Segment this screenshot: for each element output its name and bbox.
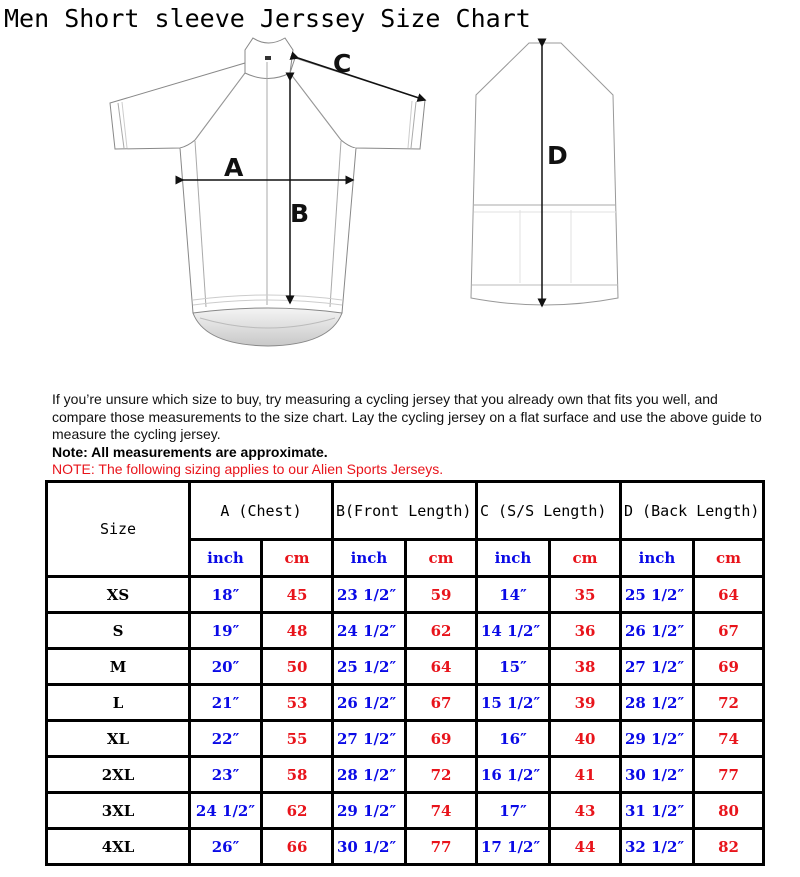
value-cell-a-cm: 48 (262, 613, 333, 649)
value-cell-b-cm: 62 (406, 613, 477, 649)
table-row (47, 757, 764, 793)
value-cell-c-in: 17 1/2″ (477, 829, 550, 865)
table-row (47, 793, 764, 829)
value-cell-c-cm: 35 (550, 577, 621, 613)
value-cell-d-cm: 77 (694, 757, 764, 793)
value-cell-d-cm: 74 (694, 721, 764, 757)
value-cell-c-cm: 44 (550, 829, 621, 865)
table-row (47, 649, 764, 685)
value-cell-b-in: 25 1/2″ (333, 649, 406, 685)
value-cell-a-in: 18″ (190, 577, 262, 613)
value-cell-d-cm: 67 (694, 613, 764, 649)
size-cell: L (47, 685, 190, 721)
value-cell-c-in: 16 1/2″ (477, 757, 550, 793)
value-cell-b-cm: 64 (406, 649, 477, 685)
back-jersey (471, 43, 618, 305)
description (52, 391, 772, 479)
value-cell-a-cm: 58 (262, 757, 333, 793)
value-cell-c-cm: 43 (550, 793, 621, 829)
value-cell-b-in: 30 1/2″ (333, 829, 406, 865)
value-cell-b-cm: 77 (406, 829, 477, 865)
value-cell-d-in: 29 1/2″ (621, 721, 694, 757)
value-cell-d-cm: 72 (694, 685, 764, 721)
value-cell-a-in: 23″ (190, 757, 262, 793)
value-cell-d-in: 30 1/2″ (621, 757, 694, 793)
value-cell-b-in: 24 1/2″ (333, 613, 406, 649)
table-row (47, 577, 764, 613)
value-cell-d-cm: 80 (694, 793, 764, 829)
value-cell-a-cm: 66 (262, 829, 333, 865)
value-cell-c-in: 17″ (477, 793, 550, 829)
value-cell-a-cm: 62 (262, 793, 333, 829)
unit-cm: cm (550, 540, 621, 577)
size-header: Size (47, 482, 190, 577)
size-cell: 4XL (47, 829, 190, 865)
unit-inch: inch (190, 540, 262, 577)
value-cell-b-in: 26 1/2″ (333, 685, 406, 721)
guide-paragraph: If you’re unsure which size to buy, try measuring a cycling jersey that you already own that fits you well, and compare those measurements to the size chart. Lay the cycling jersey on a flat surface and use the above guide to measure the cycling jersey. (52, 391, 762, 442)
value-cell-a-in: 19″ (190, 613, 262, 649)
value-cell-b-cm: 69 (406, 721, 477, 757)
value-cell-d-cm: 69 (694, 649, 764, 685)
value-cell-c-in: 15″ (477, 649, 550, 685)
label-a: A (224, 153, 244, 182)
value-cell-b-cm: 67 (406, 685, 477, 721)
value-cell-d-in: 32 1/2″ (621, 829, 694, 865)
unit-cm: cm (406, 540, 477, 577)
value-cell-c-cm: 38 (550, 649, 621, 685)
value-cell-a-cm: 55 (262, 721, 333, 757)
value-cell-a-in: 22″ (190, 721, 262, 757)
jersey-diagram (0, 0, 800, 360)
value-cell-c-cm: 39 (550, 685, 621, 721)
size-cell: 2XL (47, 757, 190, 793)
header-row (47, 482, 764, 540)
value-cell-b-cm: 59 (406, 577, 477, 613)
sizing-note: NOTE: The following sizing applies to our Alien Sports Jerseys. (52, 461, 444, 477)
value-cell-b-in: 29 1/2″ (333, 793, 406, 829)
unit-cm: cm (694, 540, 764, 577)
value-cell-d-cm: 82 (694, 829, 764, 865)
label-c: C (333, 49, 352, 78)
unit-inch: inch (477, 540, 550, 577)
value-cell-b-in: 28 1/2″ (333, 757, 406, 793)
value-cell-d-in: 31 1/2″ (621, 793, 694, 829)
approximate-note: Note: All measurements are approximate. (52, 443, 328, 460)
value-cell-b-cm: 74 (406, 793, 477, 829)
table-row (47, 829, 764, 865)
value-cell-a-in: 24 1/2″ (190, 793, 262, 829)
unit-inch: inch (621, 540, 694, 577)
group-header-front-length: B(Front Length) (333, 482, 477, 540)
size-cell: XS (47, 577, 190, 613)
table-row (47, 721, 764, 757)
size-cell: S (47, 613, 190, 649)
value-cell-d-in: 28 1/2″ (621, 685, 694, 721)
value-cell-a-in: 20″ (190, 649, 262, 685)
value-cell-c-cm: 41 (550, 757, 621, 793)
value-cell-c-cm: 40 (550, 721, 621, 757)
label-d: D (547, 141, 568, 170)
size-chart-table (45, 480, 765, 866)
value-cell-a-cm: 53 (262, 685, 333, 721)
value-cell-b-in: 27 1/2″ (333, 721, 406, 757)
value-cell-c-in: 15 1/2″ (477, 685, 550, 721)
value-cell-b-cm: 72 (406, 757, 477, 793)
group-header-ss-length: C (S/S Length) (477, 482, 621, 540)
page-title: Men Short sleeve Jerssey Size Chart (4, 4, 531, 33)
value-cell-a-cm: 50 (262, 649, 333, 685)
group-header-back-length: D (Back Length) (621, 482, 764, 540)
group-header-chest: A (Chest) (190, 482, 333, 540)
value-cell-c-in: 14″ (477, 577, 550, 613)
size-cell: 3XL (47, 793, 190, 829)
size-cell: XL (47, 721, 190, 757)
unit-cm: cm (262, 540, 333, 577)
value-cell-a-in: 26″ (190, 829, 262, 865)
size-cell: M (47, 649, 190, 685)
table-row (47, 685, 764, 721)
unit-inch: inch (333, 540, 406, 577)
value-cell-a-cm: 45 (262, 577, 333, 613)
value-cell-c-cm: 36 (550, 613, 621, 649)
value-cell-d-cm: 64 (694, 577, 764, 613)
value-cell-a-in: 21″ (190, 685, 262, 721)
value-cell-c-in: 14 1/2″ (477, 613, 550, 649)
label-b: B (290, 199, 310, 228)
value-cell-c-in: 16″ (477, 721, 550, 757)
value-cell-d-in: 27 1/2″ (621, 649, 694, 685)
table-row (47, 613, 764, 649)
value-cell-d-in: 25 1/2″ (621, 577, 694, 613)
value-cell-b-in: 23 1/2″ (333, 577, 406, 613)
value-cell-d-in: 26 1/2″ (621, 613, 694, 649)
